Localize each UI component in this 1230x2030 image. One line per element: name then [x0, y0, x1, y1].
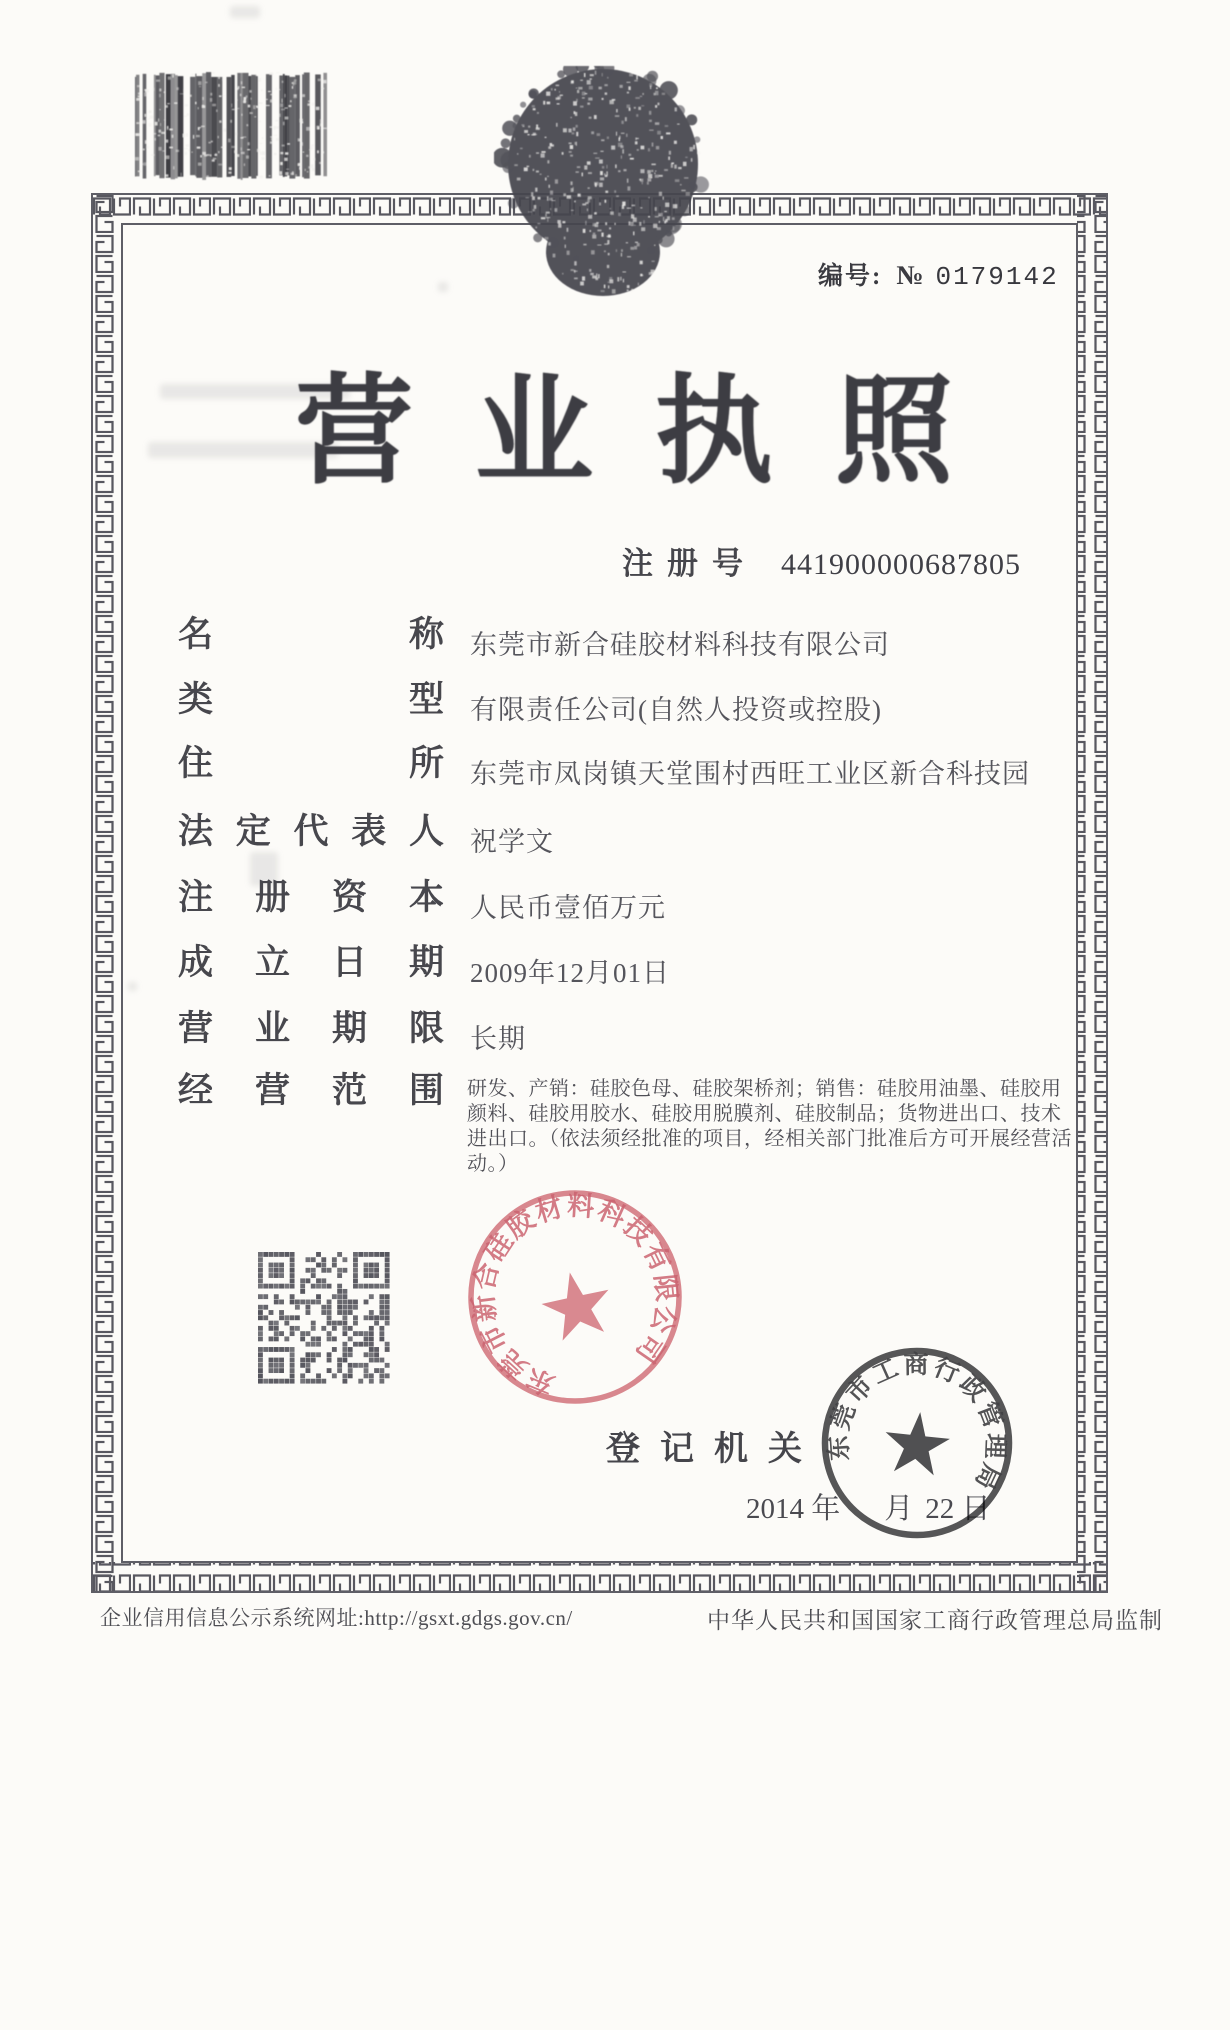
scan-smudge [230, 6, 260, 18]
field-row-type [178, 681, 882, 727]
serial-number: 0179142 [935, 262, 1059, 292]
field-value: 长期 [470, 1024, 526, 1054]
barcode [135, 72, 327, 180]
field-label: 法定代表人 [178, 812, 444, 851]
registration-number-line [622, 538, 1021, 583]
registration-number-value: 441900000687805 [781, 548, 1021, 581]
field-value: 东莞市新合硅胶材料科技有限公司 [470, 630, 890, 660]
authority-seal-text: 东莞市工商行政管理局 [825, 1351, 1009, 1494]
issue-date-month: 月 [884, 1493, 914, 1525]
field-value: 人民币壹佰万元 [470, 893, 666, 923]
footer-publicity-url: 企业信用信息公示系统网址:http://gsxt.gdgs.gov.cn/ [100, 1606, 573, 1630]
field-label: 成立日期 [178, 943, 444, 982]
national-emblem-icon [494, 66, 712, 302]
field-label: 经营范围 [178, 1071, 444, 1110]
field-row-address [178, 745, 1030, 791]
seal-star-icon [882, 1409, 953, 1477]
footer-issuer: 中华人民共和国国家工商行政管理总局监制 [707, 1608, 1163, 1633]
field-value: 2009年12月01日 [470, 958, 670, 988]
seal-star-icon [536, 1265, 616, 1343]
field-label: 住所 [178, 744, 444, 783]
field-row-establish-date [178, 944, 670, 990]
field-row-capital [178, 879, 666, 925]
issue-date-day: 22 日 [925, 1493, 991, 1525]
authority-seal [808, 1334, 1026, 1552]
field-row-business-scope [178, 1072, 1081, 1177]
certificate-title: 营业执照 [295, 367, 1016, 498]
field-row-term [178, 1010, 526, 1056]
company-seal [441, 1163, 709, 1431]
field-value: 有限责任公司(自然人投资或控股) [470, 695, 882, 725]
field-label: 类型 [178, 680, 444, 719]
field-label: 注册资本 [178, 878, 444, 917]
field-label: 营业期限 [178, 1009, 444, 1048]
numero-sign: № [896, 260, 924, 290]
registration-number-label: 注册号 [622, 546, 757, 581]
company-seal-text: 东莞市新合硅胶材料科技有限公司 [468, 1190, 682, 1401]
registrar-label: 登记机关 [606, 1431, 822, 1468]
serial-line [818, 256, 1059, 292]
serial-label: 编号: [818, 263, 883, 290]
field-row-legal-rep [178, 813, 554, 859]
field-value: 研发、产销：硅胶色母、硅胶架桥剂；销售：硅胶用油墨、硅胶用颜料、硅胶用胶水、硅胶用脱膜剂、硅胶制品；货物进出口、技术进出口。（依法须经批准的项目，经相关部门批准后方可开展经营活动。） [467, 1078, 1072, 1175]
field-label: 名称 [178, 615, 444, 654]
field-row-name [178, 616, 890, 662]
field-value: 东莞市凤岗镇天堂围村西旺工业区新合科技园 [470, 759, 1030, 789]
qr-code [258, 1252, 390, 1384]
issue-date-year: 2014 年 [746, 1493, 841, 1525]
field-value: 祝学文 [470, 827, 554, 857]
